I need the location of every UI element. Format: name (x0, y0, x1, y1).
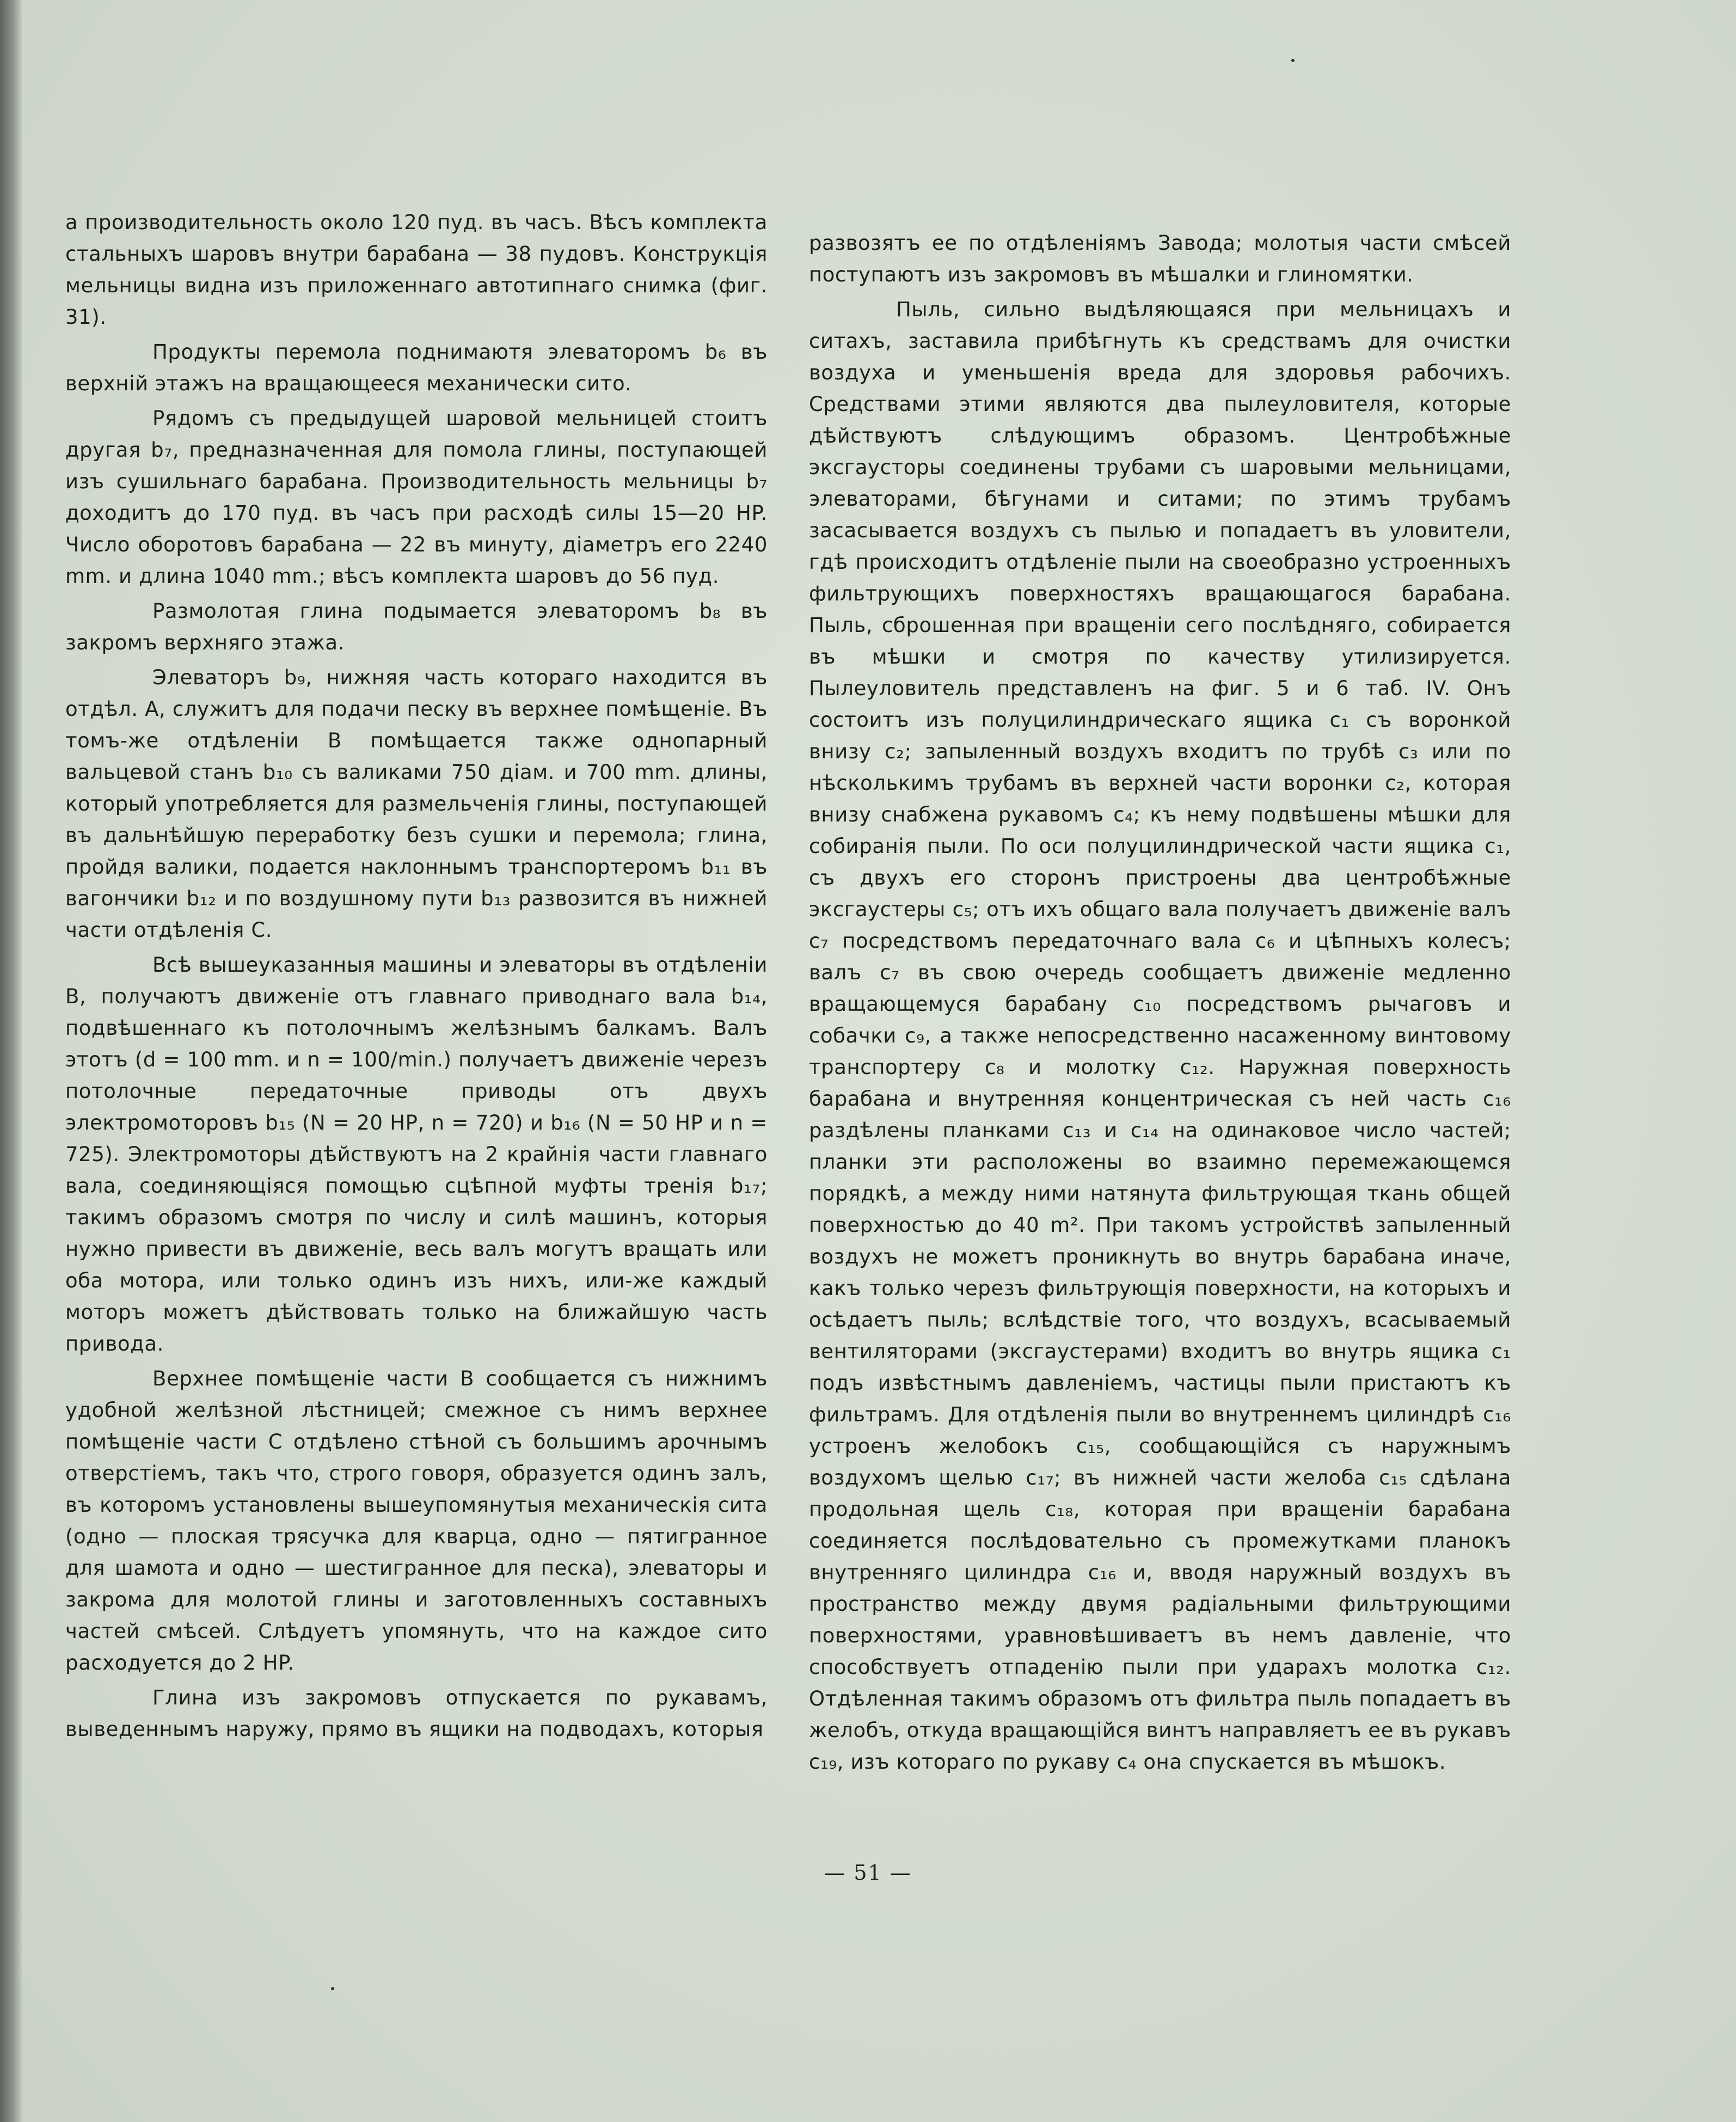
right-text-column (809, 228, 1511, 1778)
paragraph: Рядомъ съ предыдущей шаровой мельницей стоитъ другая b₇, предназначенная для помола глины, поступающей изъ сушильнаго барабана. Производительность мельницы b₇ доходитъ до 170 пуд. въ часъ при расходѣ силы 15—20 HP. Число оборотовъ барабана — 22 въ минуту, діаметръ его 2240 mm. и длина 1040 mm.; вѣсъ комплекта шаровъ до 56 пуд. (65, 407, 768, 588)
paragraph: Продукты перемола поднимаютя элеваторомъ b₆ въ верхній этажъ на вращающееся механически сито. (65, 340, 768, 395)
dust-speck (1291, 59, 1295, 62)
paragraph: Элеваторъ b₉, нижняя часть котораго находится въ отдѣл. А, служитъ для подачи песку въ верхнее помѣщеніе. Въ томъ-же отдѣленіи В помѣщается также однопарный вальцевой станъ b₁₀ съ валиками 750 діам. и 700 mm. длины, который употребляется для размельченія глины, поступающей въ дальнѣйшую переработку безъ сушки и перемола; глина, пройдя валики, подается наклоннымъ транспортеромъ b₁₁ въ вагончики b₁₂ и по воздушному пути b₁₃ развозится въ нижней части отдѣленія С. (65, 666, 768, 942)
paragraph: Всѣ вышеуказанныя машины и элеваторы въ отдѣленіи В, получаютъ движеніе отъ главнаго приводнаго вала b₁₄, подвѣшеннаго къ потолочнымъ желѣзнымъ балкамъ. Валъ этотъ (d = 100 mm. и n = 100/min.) получаетъ движеніе черезъ потолочные передаточные приводы отъ двухъ электромоторовъ b₁₅ (N = 20 HP, n = 720) и b₁₆ (N = 50 HP и n = 725). Электромоторы дѣйствуютъ на 2 крайнія части главнаго вала, соединяющіяся помощью сцѣпной муфты тренія b₁₇; такимъ образомъ смотря по числу и силѣ машинъ, которыя нужно привести въ движеніе, весь валъ могутъ вращать или оба мотора, или только одинъ изъ нихъ, или-же каждый моторъ можетъ дѣйствовать только на ближайшую часть привода. (65, 953, 768, 1356)
dust-speck (331, 1987, 334, 1990)
paragraph: развозятъ ее по отдѣленіямъ Завода; молотыя части смѣсей поступаютъ изъ закромовъ въ мѣшалки и глиномятки. (809, 231, 1511, 286)
paragraph: Размолотая глина подымается элеваторомъ b₈ въ закромъ верхняго этажа. (65, 599, 768, 654)
book-binding-edge (0, 0, 22, 2122)
page-number: — 51 — (824, 1861, 912, 1885)
paragraph: Верхнее помѣщеніе части В сообщается съ нижнимъ удобной желѣзной лѣстницей; смежное съ нимъ верхнее помѣщеніе части С отдѣлено стѣной съ большимъ арочнымъ отверстіемъ, такъ что, строго говоря, образуется одинъ залъ, въ которомъ установлены вышеупомянутыя механическія сита (одно — плоская трясучка для кварца, одно — пятигранное для шамота и одно — шестигранное для песка), элеваторы и закрома для молотой глины и заготовленныхъ составныхъ частей смѣсей. Слѣдуетъ упомянуть, что на каждое сито расходуется до 2 HP. (65, 1367, 768, 1675)
paragraph: Глина изъ закромовъ отпускается по рукавамъ, выведеннымъ наружу, прямо въ ящики на подводахъ, которыя (65, 1686, 768, 1741)
paragraph: а производительность около 120 пуд. въ часъ. Вѣсъ комплекта стальныхъ шаровъ внутри барабана — 38 пудовъ. Конструкція мельницы видна изъ приложеннаго автотипнаго снимка (фиг. 31). (65, 211, 768, 329)
left-text-column (65, 207, 768, 1745)
paragraph: Пыль, сильно выдѣляющаяся при мельницахъ и ситахъ, заставила прибѣгнуть къ средствамъ для очистки воздуха и уменьшенія вреда для здоровья рабочихъ. Средствами этими являются два пылеуловителя, которые дѣйствуютъ слѣдующимъ образомъ. Центробѣжные эксгаусторы соединены трубами съ шаровыми мельницами, элеваторами, бѣгунами и ситами; по этимъ трубамъ засасывается воздухъ съ пылью и попадаетъ въ уловители, гдѣ происходитъ отдѣленіе пыли на своеобразно устроенныхъ фильтрующихъ поверхностяхъ вращающагося барабана. Пыль, сброшенная при вращеніи сего послѣдняго, собирается въ мѣшки и смотря по качеству утилизируется. Пылеуловитель представленъ на фиг. 5 и 6 таб. IV. Онъ состоитъ изъ полуцилиндрическаго ящика c₁ съ воронкой внизу c₂; запыленный воздухъ входитъ по трубѣ c₃ или по нѣсколькимъ трубамъ въ верхней части воронки c₂, которая внизу снабжена рукавомъ c₄; къ нему подвѣшены мѣшки для собиранія пыли. По оси полуцилиндрической части ящика c₁, съ двухъ его сторонъ пристроены два центробѣжные эксгаустеры c₅; отъ ихъ общаго вала получаетъ движеніе валъ c₇ посредствомъ передаточнаго вала c₆ и цѣпныхъ колесъ; валъ c₇ въ свою очередь сообщаетъ движеніе медленно вращающемуся барабану c₁₀ посредствомъ рычаговъ и собачки c₉, а также непосредственно насаженному винтовому транспортеру c₈ и молотку c₁₂. Наружная поверхность барабана и внутренняя концентрическая съ ней часть c₁₆ раздѣлены планками c₁₃ и c₁₄ на одинаковое число частей; планки эти расположены во взаимно перемежающемся порядкѣ, а между ними натянута фильтрующая ткань общей поверхностью до 40 m². При такомъ устройствѣ запыленный воздухъ не можетъ проникнуть во внутрь барабана иначе, какъ только черезъ фильтрующія поверхности, на которыхъ и осѣдаетъ пыль; вслѣдствіе того, что воздухъ, всасываемый вентиляторами (эксгаустерами) входитъ во внутрь ящика c₁ подъ извѣстнымъ давленіемъ, частицы пыли пристаютъ къ фильтрамъ. Для отдѣленія пыли во внутреннемъ цилиндрѣ c₁₆ устроенъ желобокъ c₁₅, сообщающійся съ наружнымъ воздухомъ щелью c₁₇; въ нижней части желоба c₁₅ сдѣлана продольная щель c₁₈, которая при вращеніи барабана соединяется послѣдовательно съ промежутками планокъ внутренняго цилиндра c₁₆ и, вводя наружный воздухъ въ пространство между двумя радіальными фильтрующими поверхностями, уравновѣшиваетъ въ немъ давленіе, что способствуетъ отпаденію пыли при ударахъ молотка c₁₂. Отдѣленная такимъ образомъ отъ фильтра пыль попадаетъ въ желобъ, откуда вращающійся винтъ направляетъ ее въ рукавъ c₁₉, изъ котораго по рукаву c₄ она спускается въ мѣшокъ. (809, 298, 1511, 1774)
